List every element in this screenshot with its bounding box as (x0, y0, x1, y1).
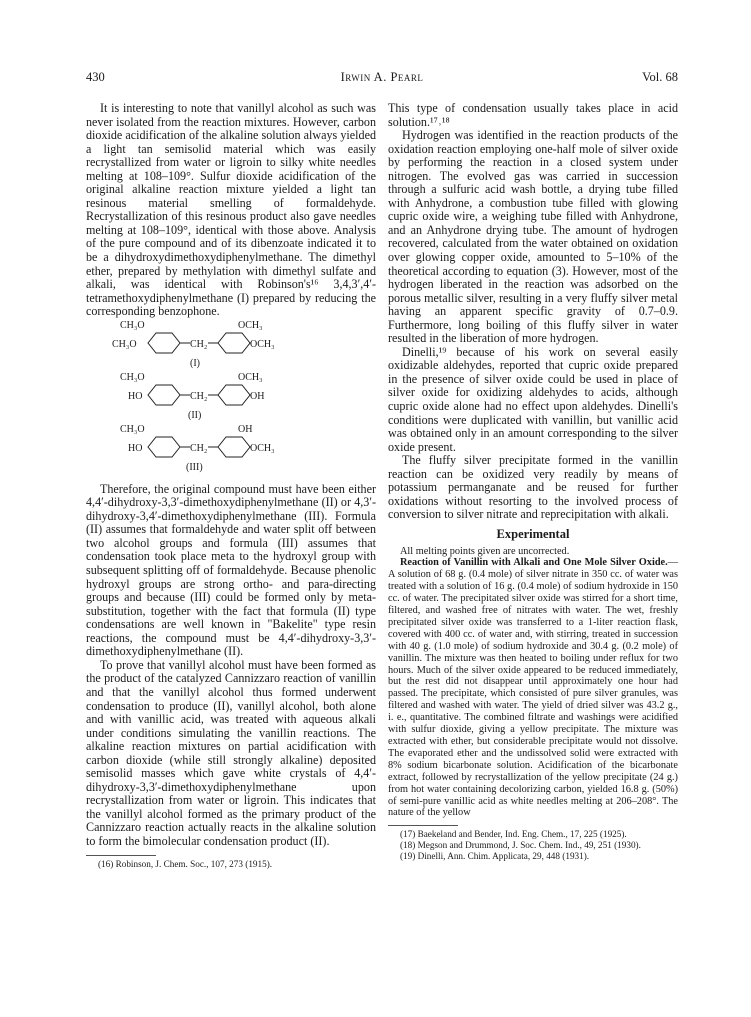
paragraph: Dinelli,¹⁹ because of his work on several easily oxidizable aldehydes, reported that cupric oxide prepared in the presence of silver oxide could be used in place of silver oxide for oxidizing aldehydes to acids, although cupric oxide alone had no effect upon aldehydes. Dinelli's conditions were duplicated with vanillin, but vanillic acid was obtained only in an amount corresponding to the silver oxide present. (388, 344, 678, 454)
benzene-ring-icon (218, 385, 250, 405)
benzene-ring-icon (148, 333, 180, 353)
experimental-body (388, 546, 678, 820)
structure-diagrams (98, 319, 318, 479)
paragraph: Therefore, the original compound must have been either 4,4′-dihydroxy-3,3′-dimethoxydiphenylmethane (II) or 4,3′-dihydroxy-3,4′-dimethoxydiphenylmethane (III). Formula (II) assumes that formaldehyde and water split off between two alcohol groups and formula (III) assumes that condensation took place meta to the hydroxyl group with subsequent splitting off of formaldehyde. Because phenolic hydroxyl groups are strong ortho- and para-directing groups and because (III) could be formed only by meta-substitution, together with the fact that formula (II) type condensations are well known in "Bakelite" type resin reactions, the compound must be 4,4′-dihydroxy-3,3′-dimethoxydiphenylmethane (II). (86, 481, 376, 659)
substituent-label: HO (128, 442, 143, 454)
paragraph: To prove that vanillyl alcohol must have been formed as the product of the catalyzed Cannizzaro reaction of vanillin and that the vanillyl alcohol thus formed underwent condensation to produce (II), vanillyl alcohol, both alone and with vanillic acid, was treated with aqueous alkali under conditions simulating the vanillin reactions. The alkaline reaction mixtures on partial acidification with carbon dioxide (while still strongly alkaline) deposited semisolid masses which gave white crystals of 4,4′-dihydroxy-3,3′-dimethoxydiphenylmethane upon recrystallization from water or ligroin. This indicates that the vanillyl alcohol formed as the primary product of the Cannizzaro reaction actually reacts in the alkaline solution to form the bimolecular condensation product (II). (86, 657, 376, 848)
substituent-label: CH₃O (120, 371, 145, 383)
benzene-ring-icon (218, 333, 250, 353)
structure-number: (II) (188, 409, 202, 421)
running-author: Irwin A. Pearl (340, 70, 424, 84)
procedure-title: Reaction of Vanillin with Alkali and One Mole Silver Oxide. (400, 557, 668, 569)
procedure-text: —A solution of 68 g. (0.4 mole) of silver nitrate in 350 cc. of water was treated with a solution of 16 g. (0.4 mole) of sodium hydroxide in 150 cc. of water. The precipitated silver oxide was stirred for a short time, filtered, and washed free of nitrates with water. The wet, freshly precipitated silver oxide was transferred to a 1-liter reaction flask, covered with 400 cc. of water and, with stirring, treated in succession with 40 g. (1.0 mole) of sodium hydroxide and 30.4 g. (0.2 mole) of vanillin. The mixture was then heated to boiling under reflux for two hours. Much of the silver oxide appeared to be reduced immediately, but the rest did not disappear until approximately one hour had passed. The precipitate, which consisted of pure silver granules, was filtered and washed with water. The yield of dried silver was 43.2 g., i. e., quantitative. The combined filtrate and washings were acidified with sulfur dioxide, giving a yellow precipitate. The mixture was extracted with ether, but considerable precipitate would not dissolve. The evaporated ether and the undissolved solid were extracted with 8% sodium bicarbonate solution. Acidification of the bicarbonate extract, followed by recrystallization of the yellow precipitate (24 g.) from hot water containing decolorizing carbon, yielded 16.8 g. (50%) of semi-pure vanillic acid as white needles melting at 206–208°. The nature of the yellow (388, 557, 678, 819)
bridge-label: CH₂ (190, 390, 208, 402)
right-column (388, 102, 678, 862)
structure-number: (III) (186, 461, 203, 473)
paragraph (388, 557, 678, 819)
structure-number: (I) (190, 357, 200, 369)
footnote-divider (86, 855, 156, 856)
paragraph: Hydrogen was identified in the reaction products of the oxidation reaction employing one-half mole of silver oxide by performing the reaction in a closed system under nitrogen. The evolved gas was carried in succession through a sulfuric acid wash bottle, a drying tube filled with Anhydrone, a combustion tube filled with glowing cupric oxide wire, a weighing tube filled with Anhydrone, and an Anhydrone drying tube. The amount of hydrogen recovered, calculated from the water obtained on oxidation over glowing copper oxide, amounted to 5–10% of the theoretical according to equation (3). However, most of the hydrogen liberated in the reaction was adsorbed on the porous metallic silver, resulting in a very fluffy silver metal having an apparent specific gravity of 0.7–0.9. Furthermore, long boiling of this fluffy silver in water resulted in the liberation of more hydrogen. (388, 128, 678, 346)
substituent-label: CH₃O (120, 319, 145, 331)
substituent-label: CH₃O (120, 423, 145, 435)
substituent-label: OH (250, 390, 265, 402)
paragraph: This type of condensation usually takes place in acid solution.¹⁷˒¹⁸ (388, 101, 678, 129)
paragraph: All melting points given are uncorrected. (400, 545, 570, 557)
chemical-structures-figure (98, 319, 318, 479)
footnote: (19) Dinelli, Ann. Chim. Applicata, 29, 448 (1931). (400, 851, 590, 862)
substituent-label: OCH₃ (250, 338, 275, 350)
footnote: (18) Megson and Drummond, J. Soc. Chem. Ind., 49, 251 (1930). (400, 840, 641, 851)
paragraph: The fluffy silver precipitate formed in the vanillin reaction can be oxidized very readily by means of potassium permanganate and be reused for further oxidations without resorting to the involved process of conversion to silver nitrate and reprecipitation with alkali. (388, 453, 678, 522)
substituent-label: OH (238, 423, 253, 435)
substituent-label: OCH₃ (238, 371, 263, 383)
footnote-divider (388, 825, 458, 826)
footnote: (17) Baekeland and Bender, Ind. Eng. Chem., 17, 225 (1925). (400, 829, 627, 840)
substituent-label: OCH₃ (250, 442, 275, 454)
volume-label: Vol. 68 (642, 70, 678, 84)
benzene-ring-icon (148, 437, 180, 457)
substituent-label: CH₃O (112, 338, 137, 350)
section-heading: Experimental (496, 526, 570, 541)
benzene-ring-icon (148, 385, 180, 405)
page-number: 430 (86, 70, 105, 84)
paragraph: It is interesting to note that vanillyl alcohol as such was never isolated from the reaction mixtures. However, carbon dioxide acidification of the alkaline solution always yielded a light tan semisolid material which was easily recrystallized from water or ligroin to silky white needles melting at 108–109°. Sulfur dioxide acidification of the original alkaline reaction mixture yielded a light tan resinous material smelling of formaldehyde. Recrystallization of this resinous product also gave needles melting at 108–109°, identical with those above. Analysis of the pure compound and of its dibenzoate indicated it to be a dihydroxydimethoxydiphenylmethane. The dimethyl ether, prepared by methylation with dimethyl sulfate and alkali, was identical with Robinson's¹⁶ 3,4,3′,4′-tetramethoxydiphenylmethane (I) prepared by reducing the corresponding benzophone. (86, 101, 376, 319)
left-column (86, 102, 376, 870)
substituent-label: HO (128, 390, 143, 402)
page-header (86, 70, 678, 88)
benzene-ring-icon (218, 437, 250, 457)
substituent-label: OCH₃ (238, 319, 263, 331)
bridge-label: CH₂ (190, 338, 208, 350)
bridge-label: CH₂ (190, 442, 208, 454)
footnote: (16) Robinson, J. Chem. Soc., 107, 273 (1915). (98, 858, 273, 869)
